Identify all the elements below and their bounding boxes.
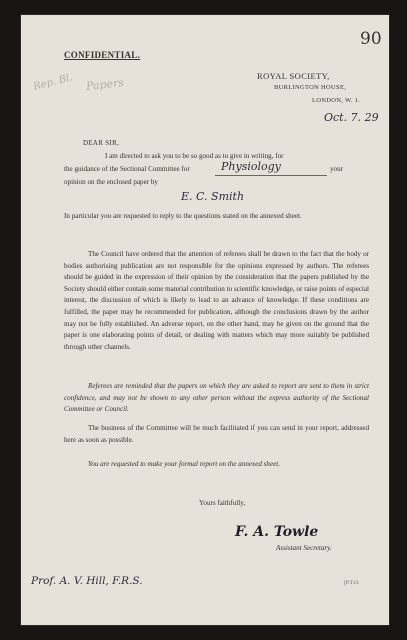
pencil-note-2: Papers: [85, 76, 125, 93]
address-line-1: BURLINGTON HOUSE,: [274, 84, 347, 91]
p1-line-3: opinion on the enclosed paper by: [64, 178, 158, 186]
p1-line-1: I am directed to ask you to be so good as to give in writing, for: [105, 152, 284, 160]
address-line-2: LONDON, W. 1.: [312, 97, 361, 104]
p1-line-2-pre: the guidance of the Sectional Committee for: [64, 165, 190, 173]
paragraph-3: The Council have ordered that the attention of referees shall be drawn to the fact that the body or bodies authorising publication are not responsible for the opinions expressed by authors. The referees should be guided in the expression of their opinion by the consideration that the papers published by the Society should either contain some material contribution to scientific knowledge, or raise points of especial interest, the discussion of which is likely to lead to an advance of knowledge. If these conditions are fulfilled, the paper may be recommended for publication, although the conclusions drawn by the author may not be fully established. An adverse report, on the other hand, may be given on the ground that the paper is one elaborating points of detail, or dealing with matters which may more suitably be published through other channels.: [64, 250, 369, 351]
committee-handwritten: Physiology: [221, 160, 281, 173]
address-org: ROYAL SOCIETY,: [257, 71, 330, 81]
author-handwritten: E. C. Smith: [181, 190, 245, 203]
signature: F. A. Towle: [235, 524, 319, 540]
signatory-title: Assistant Secretary.: [276, 544, 332, 552]
pto-note: [P.T.O.: [344, 580, 360, 586]
folio-number: 90: [360, 29, 382, 49]
letter-date: Oct. 7. 29: [324, 111, 379, 124]
confidential-heading: CONFIDENTIAL.: [64, 50, 141, 60]
paragraph-4: Referees are reminded that the papers on which they are asked to report are sent to them in strict confidence, and may not be shown to any other person without the express authority of the Sectional Committee or Council.: [64, 382, 369, 414]
letter-sheet: [21, 15, 389, 625]
pencil-note-1: Rep. Bl.: [32, 72, 74, 93]
closing: Yours faithfully,: [199, 499, 246, 507]
p1-line-2-post: your: [330, 165, 344, 173]
paragraph-5: The business of the Committee will be much facilitated if you can send in your report, addressed here as soon as possible.: [64, 424, 369, 444]
paragraph-2: In particular you are requested to reply to the questions stated on the annexed sheet.: [64, 212, 302, 220]
paragraph-6: You are requested to make your formal report on the annexed sheet.: [88, 460, 281, 468]
addressee-handwritten: Prof. A. V. Hill, F.R.S.: [31, 575, 143, 587]
committee-blank-line: [215, 175, 327, 176]
salutation: DEAR SIR,: [83, 139, 120, 147]
